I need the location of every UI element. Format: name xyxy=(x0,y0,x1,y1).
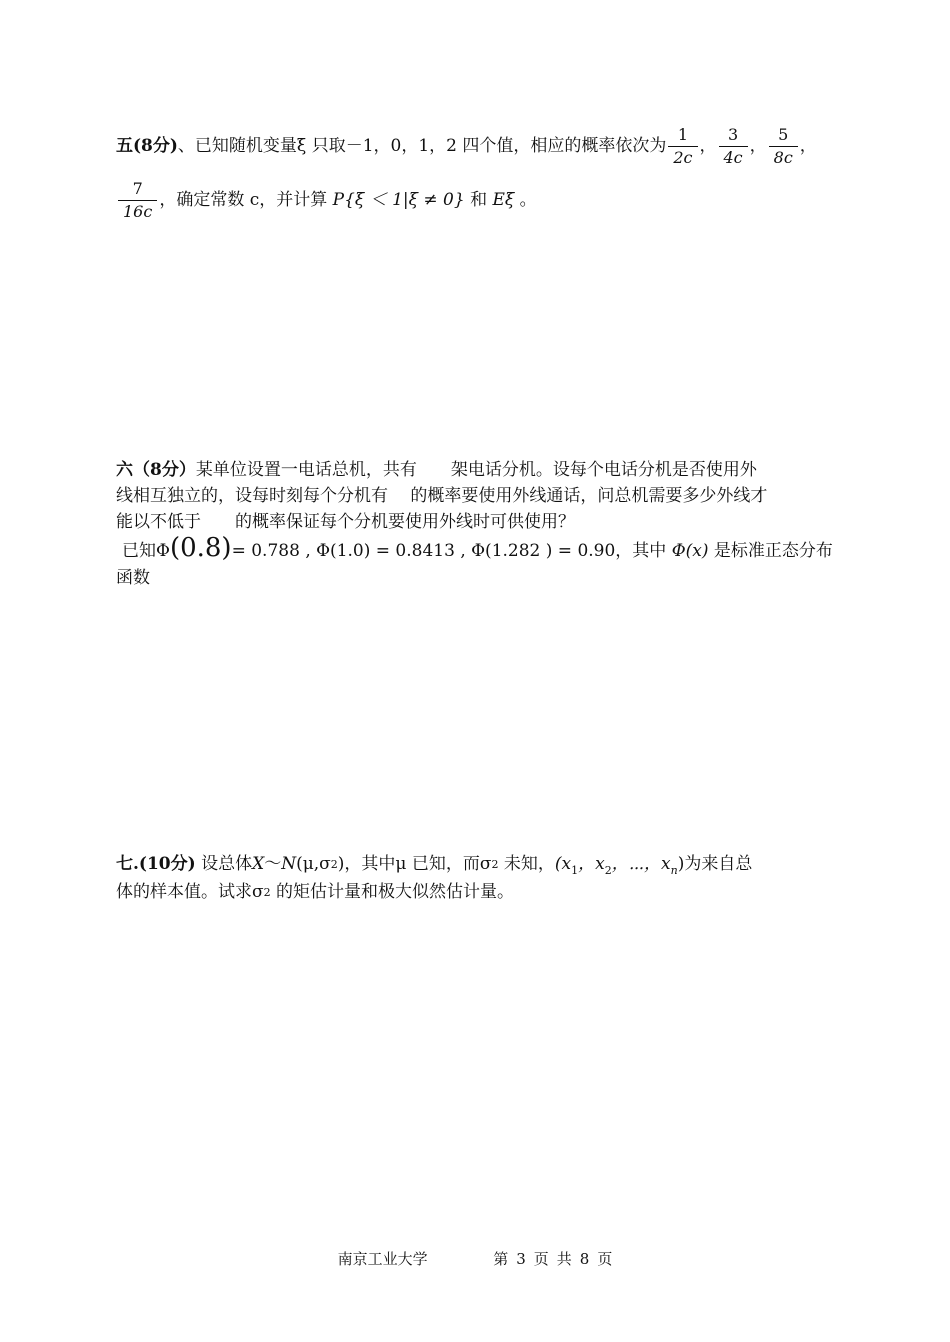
q7-params: (μ,σ xyxy=(296,854,331,874)
footer-di: 第 xyxy=(493,1250,509,1268)
q7-text2: ，其中μ 已知，而σ xyxy=(344,854,492,874)
q5-fraction-4-num: 7 xyxy=(132,179,143,198)
q7-text1: 设总体 xyxy=(195,854,253,874)
q5-text2: ，确定常数 c，并计算 xyxy=(159,190,333,210)
q5-fraction-3-den: 8c xyxy=(773,148,793,167)
q6-title: 六（8分） xyxy=(116,460,196,480)
q7-text3: 未知， xyxy=(498,854,555,874)
footer-page-total: 8 xyxy=(579,1250,590,1268)
q7-var-n: N xyxy=(281,854,297,874)
footer-school: 南京工业大学 xyxy=(337,1250,428,1268)
q7-sigma-square-2: 2 xyxy=(491,858,499,871)
q6-phi-c: , Φ(1.282 ) = 0.90 xyxy=(460,541,616,561)
q5-line1 xyxy=(116,124,817,169)
q5-fraction-4-den: 16c xyxy=(123,202,153,221)
q5-and: 和 xyxy=(464,190,493,210)
q6-line5: 函数 xyxy=(116,568,150,588)
q6-line3: 能以不低于 的概率保证每个分机要使用外线时可供使用？ xyxy=(116,512,575,532)
q7-sample-dots: ，⋯，x xyxy=(611,854,671,874)
q7-sub-1: 1 xyxy=(571,864,579,877)
q7-tilde: ～ xyxy=(264,854,282,874)
q5-expr-expectation: Eξ xyxy=(492,190,515,210)
q7-line2-post: 的矩估计量和极大似然估计量。 xyxy=(270,882,515,902)
q6-given-prefix: 已知 xyxy=(122,541,156,561)
q6-phi-b: , Φ(1.0) = 0.8413 xyxy=(305,541,455,561)
q5-fraction-2 xyxy=(719,124,748,169)
q7-sub-n: n xyxy=(670,864,678,877)
q6-line4 xyxy=(122,533,833,563)
q7-sub-2: 2 xyxy=(604,864,612,877)
footer-gong: 共 xyxy=(556,1250,572,1268)
q5-fraction-4 xyxy=(118,178,157,223)
q7-close: ) xyxy=(337,854,345,874)
q7-sample-close: ) xyxy=(677,854,685,874)
page-footer xyxy=(0,1248,950,1269)
q6-given-mid: ，其中 xyxy=(615,541,667,561)
q6-given-suffix: 是标准正态分布 xyxy=(713,541,833,561)
q6-phi-a: Φ xyxy=(156,541,170,561)
q7-sample-x2: ，x xyxy=(578,854,605,874)
q5-sep-3: ， xyxy=(799,136,817,156)
q5-fraction-2-den: 4c xyxy=(723,148,743,167)
q5-line2 xyxy=(116,178,537,223)
q5-title: 五(8分) xyxy=(116,136,178,156)
q6-text-line1: 某单位设置一电话总机，共有 架电话分机。设每个电话分机是否使用外 xyxy=(195,460,757,480)
q7-sigma-square-1: 2 xyxy=(330,858,338,871)
q5-sep-1: ， xyxy=(699,136,717,156)
q6-line2: 线相互独立的，设每时刻每个分机有 的概率要使用外线通话，问总机需要多少外线才 xyxy=(116,486,768,506)
q7-line1 xyxy=(116,852,752,883)
footer-ye: 页 xyxy=(533,1250,549,1268)
q5-sep-2: ， xyxy=(749,136,767,156)
q5-fraction-1-num: 1 xyxy=(677,125,689,144)
footer-ye2: 页 xyxy=(597,1250,613,1268)
q6-phi-a-arg: (0.8) xyxy=(169,533,232,563)
q7-sigma-square-3: 2 xyxy=(263,886,271,899)
q6-phi-a-value: = 0.788 xyxy=(231,541,300,561)
q7-text4: 为来自总 xyxy=(684,854,753,874)
q5-fraction-1-den: 2c xyxy=(673,148,693,167)
q5-fraction-1 xyxy=(668,124,697,169)
q5-fraction-3 xyxy=(769,124,798,169)
q5-end: 。 xyxy=(514,190,537,210)
q7-title: 七.(10分) xyxy=(116,854,196,874)
q6-line1 xyxy=(116,458,757,482)
q5-expr-conditional-prob: P{ξ ＜ 1|ξ ≠ 0} xyxy=(332,190,465,210)
q5-text1: 、已知随机变量ξ 只取－1，0，1，2 四个值，相应的概率依次为 xyxy=(177,136,667,156)
q7-line2-pre: 体的样本值。试求σ xyxy=(116,882,264,902)
footer-page-number: 3 xyxy=(516,1250,526,1268)
q5-fraction-2-num: 3 xyxy=(727,125,739,144)
q7-sample-open: (x xyxy=(554,854,572,874)
q7-var-x: X xyxy=(252,854,265,874)
q7-line2 xyxy=(116,880,514,905)
q6-phi-x: Φ(x) xyxy=(671,541,709,561)
q5-fraction-3-num: 5 xyxy=(778,125,789,144)
